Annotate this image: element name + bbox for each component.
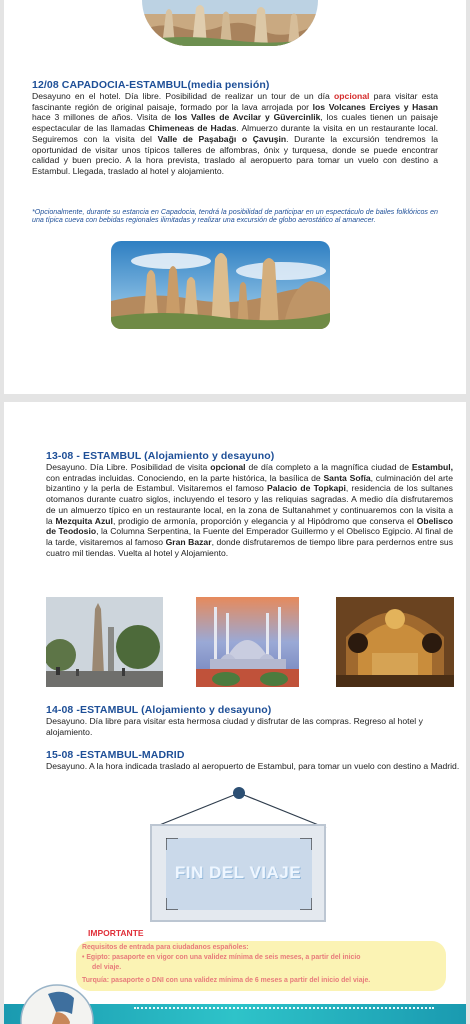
day-title-estambul-madrid: 15-08 -ESTAMBUL-MADRID — [46, 749, 185, 761]
highlighted-place: Santa Sofía — [323, 472, 371, 483]
text-segment: , culminación del arte bizantino y la perla de Estambul. Visitaremos el famoso — [46, 472, 453, 494]
text-segment: , prodigio de armonía, proporción y elegancia y al Hipódromo que conserva el — [112, 515, 417, 526]
cappadocia-top-photo — [142, 0, 318, 46]
text-segment: , donde disfrutaremos de tiempo libre para perdernos entre sus cuatro mil tiendas. Vuelta al hotel y Alojamiento. — [46, 536, 453, 558]
text-segment: , los cuales tienen un paisaje espectacular de las llamadas — [32, 112, 439, 134]
highlighted-place: Gran Bazar — [165, 536, 212, 547]
fin-del-viaje-text: FIN DEL VIAJE — [174, 863, 302, 882]
requirement-turquia: Turquía: pasaporte o DNI con una validez mínima de 6 meses a partir del inicio del viaje. — [82, 977, 371, 984]
text-segment: . Almuerzo durante la visita en un restaurante local. Seguiremos con la visita del — [32, 123, 438, 144]
text-segment: con entradas incluidas. Conociendo, en la parte histórica, la basílica de — [46, 472, 324, 483]
highlighted-place: Obelisco de Teodosio — [46, 515, 453, 537]
text-segment: , residencia de los sultanes otomanos durante cuatro siglos, incluyendo el tesoro y las reliquias sagradas. A medio día disfrutaremos de un almuerzo típico en un restaurante local, en la zona de Sultanahmet y continuaremos con la visita a la — [46, 483, 453, 526]
text-segment: Desayuno en el hotel. Día libre. Posibilidad de realizar un tour de un día — [32, 91, 335, 101]
day-title-estambul-13: 13-08 - ESTAMBUL (Alojamiento y desayuno) — [46, 450, 275, 462]
highlighted-place: los Volcanes Erciyes y Hasan — [312, 101, 438, 112]
fin-del-viaje-sign — [150, 824, 326, 922]
requirement-egipto: • Egipto: pasaporte en vigor con una validez mínima de seis meses, a partir del inicio — [82, 954, 361, 961]
itinerary-page-2 — [4, 402, 466, 1024]
text-segment: Desayuno. Día Libre. Posibilidad de visita — [46, 462, 211, 472]
highlighted-place: Estambul, — [411, 462, 453, 472]
day-description-estambul-madrid: Desayuno. A la hora indicada traslado al aeropuerto de Estambul, para tomar un vuelo con destino a Madrid. — [46, 761, 460, 771]
highlighted-place: Palacio de Topkapi — [267, 483, 346, 494]
highlighted-place: Mezquita Azul — [55, 515, 113, 526]
text-segment: de día completo a la magnífica ciudad de — [245, 462, 412, 472]
day-description-capadocia — [32, 91, 438, 177]
highlighted-place: los Valles de Avcilar y Güvercinlik — [174, 112, 321, 123]
highlighted-place: Chimeneas de Hadas — [148, 123, 237, 134]
nefertiti-logo — [20, 984, 94, 1024]
blue-mosque-photo — [196, 597, 299, 687]
itinerary-page-1 — [4, 0, 466, 394]
footer-dots — [134, 1007, 434, 1009]
day-description-estambul-14: Desayuno. Día libre para visitar esta hermosa ciudad y disfrutar de las compras. Regreso al hotel y alojamiento. — [46, 716, 423, 737]
requirements-heading: Requisitos de entrada para ciudadanos españoles: — [82, 944, 249, 951]
highlighted-place: Valle de Paşabağı o Çavuşin — [157, 133, 287, 144]
text-segment: , la Columna Serpentina, la Fuente del Emperador Guillermo y el Obelisco Egipcio. Al final de la tarde, visitaremos al famoso — [46, 526, 453, 547]
hippodrome-obelisk-photo — [46, 597, 163, 687]
text-segment: para visitar esta fascinante región de original paisaje, formado por la lava arrojada por — [32, 91, 438, 112]
important-title: IMPORTANTE — [88, 928, 144, 938]
highlighted-place: opcional — [210, 462, 246, 472]
requirement-egipto-cont: del viaje. — [92, 964, 122, 971]
text-segment: hace 3 millones de años. Visita de — [32, 112, 175, 123]
text-segment: . Durante la excursión tendremos la oportunidad de visitar unos típicos talleres de alfombras, ónix y turquesa, donde se puede encontrar calidad y buen precio. A la hora prevista, traslado al aeropuerto para tomar un vuelo con destino a Estambul. Llegada, traslado al hotel y alojamiento. — [32, 133, 438, 176]
hagia-sophia-interior-photo — [336, 597, 454, 687]
optional-activities-note: *Opcionalmente, durante su estancia en Capadocia, tendrá la posibilidad de participar en un espectáculo de bailes folklóricos en una típica cueva con bebidas regionales ilimitadas y realizar una excursión de globo aerostático al amanecer. — [32, 208, 438, 225]
day-title-estambul-14: 14-08 -ESTAMBUL (Alojamiento y desayuno) — [46, 704, 272, 716]
day-title-capadocia: 12/08 CAPADOCIA-ESTAMBUL(media pensión) — [32, 79, 270, 91]
optional-highlight: opcional — [334, 91, 370, 101]
day-description-estambul-13 — [46, 462, 453, 558]
fairy-chimneys-photo — [111, 241, 330, 329]
